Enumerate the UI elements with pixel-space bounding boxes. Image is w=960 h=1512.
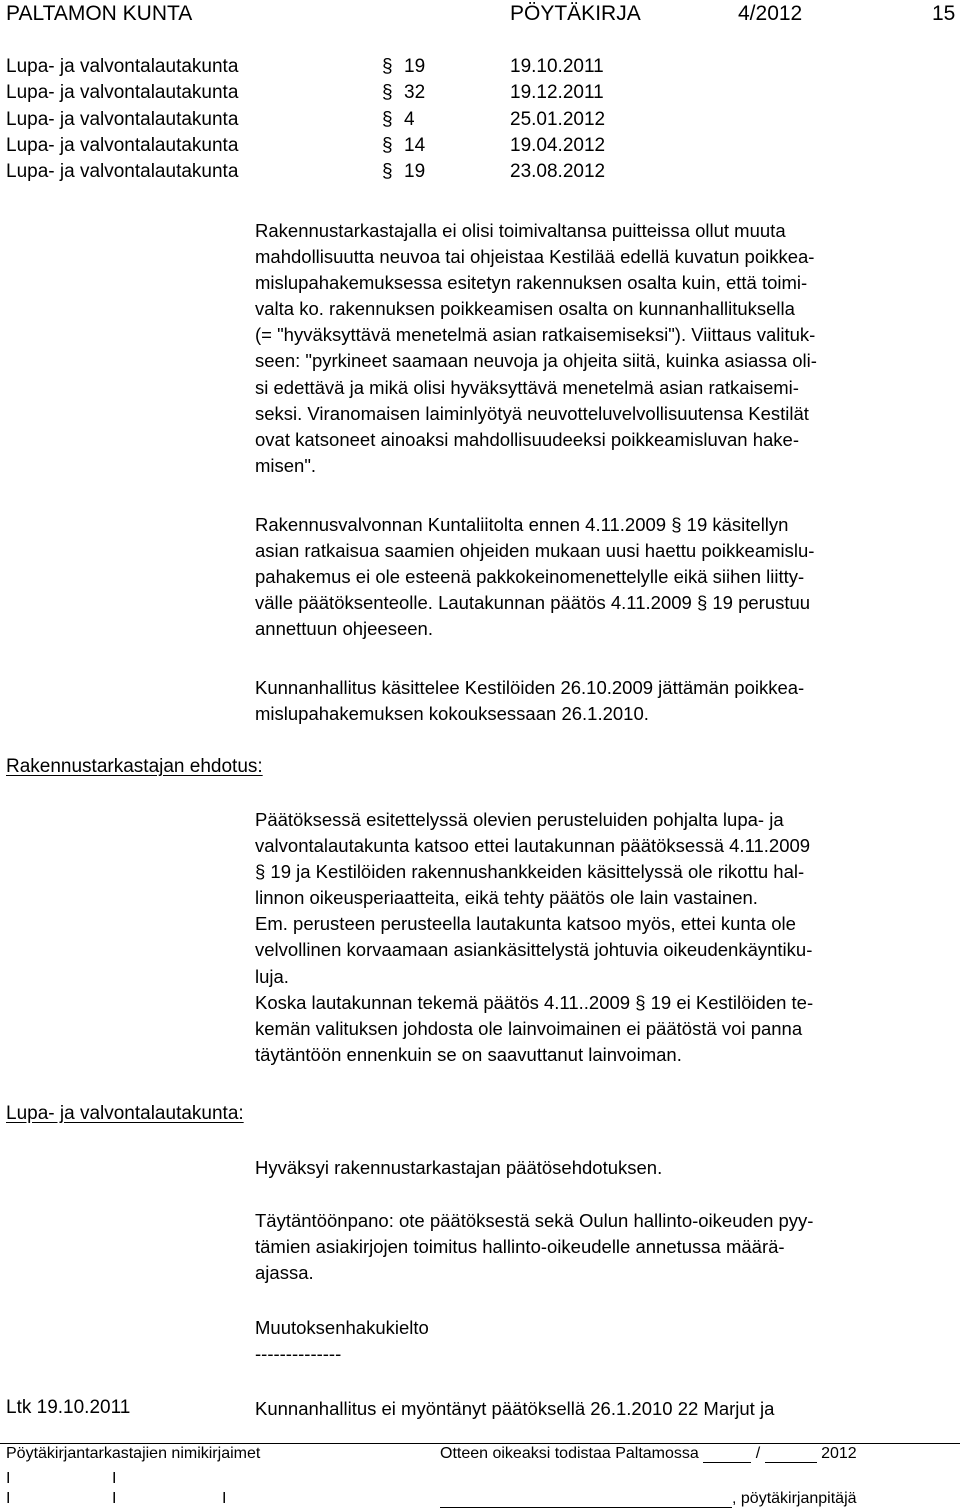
- document-type: PÖYTÄKIRJA: [510, 2, 641, 25]
- text-line: Päätöksessä esitettelyssä olevien perusteluiden pohjalta lupa- ja: [255, 809, 784, 830]
- secretary-signature: [440, 1490, 857, 1508]
- footer-certification: [440, 1445, 857, 1463]
- text-line: linnon oikeusperiaatteita, eikä tehty päätös ole lain vastainen.: [255, 887, 758, 909]
- paragraph-proposal: [255, 807, 955, 1068]
- text-line: kemän valituksen johdosta ole lainvoimainen ei päätöstä voi panna: [255, 1017, 803, 1039]
- text-line: mislupahakemuksen kokouksessaan 26.1.2010.: [255, 703, 649, 725]
- page-number: 15: [932, 2, 956, 25]
- reference-number: 32: [404, 82, 426, 103]
- paragraph-enforcement: [255, 1208, 955, 1286]
- paragraph-guidance: [255, 512, 955, 642]
- reference-body: Lupa- ja valvontalautakunta: [6, 161, 239, 182]
- text-line: Kunnanhallitus ei myöntänyt päätöksellä 26.1.2010 22 Marjut ja: [255, 1398, 775, 1419]
- reference-number: 19: [404, 161, 426, 182]
- text-line: --------------: [255, 1343, 342, 1365]
- paragraph-authority: [255, 218, 955, 479]
- reference-body: Lupa- ja valvontalautakunta: [6, 82, 239, 103]
- text-line: ajassa.: [255, 1262, 314, 1284]
- secretary-label: , pöytäkirjanpitäjä: [732, 1490, 857, 1507]
- initial-bar: I: [112, 1490, 117, 1507]
- certification-year: 2012: [821, 1445, 857, 1462]
- reference-number: 4: [404, 109, 415, 130]
- initial-bar: I: [6, 1490, 11, 1507]
- text-line: misen".: [255, 454, 317, 476]
- reference-date: 19.10.2011: [510, 56, 604, 77]
- document-number: 4/2012: [738, 2, 803, 25]
- text-line: pahakemus ei ole esteenä pakkokeinomenettelylle eikä siihen liitty-: [255, 566, 805, 588]
- text-line: (= "hyväksyttävä menetelmä asian ratkaisemiseksi"). Viittaus valituk-: [255, 324, 816, 346]
- text-line: ovat katsoneet ainoaksi mahdollisuudeeksi poikkeamisluvan hake-: [255, 428, 800, 450]
- section-symbol-icon: §: [382, 56, 393, 77]
- reference-body: Lupa- ja valvontalautakunta: [6, 135, 239, 156]
- label-decision: Lupa- ja valvontalautakunta:: [6, 1103, 244, 1124]
- month-blank: [765, 1446, 817, 1463]
- reference-body: Lupa- ja valvontalautakunta: [6, 56, 239, 77]
- text-line: Em. perusteen perusteella lautakunta katsoo myös, ettei kunta ole: [255, 913, 796, 935]
- footer-rule: [0, 1443, 960, 1444]
- reference-date: 19.12.2011: [510, 82, 604, 103]
- text-line: seksi. Viranomaisen laiminlyötyä neuvotteluvelvollisuutensa Kestilät: [255, 402, 809, 424]
- footer-signatures-label: Pöytäkirjantarkastajien nimikirjaimet: [6, 1445, 261, 1462]
- text-line: § 19 ja Kestilöiden rakennushankkeiden käsittelyssä ole rikottu hal-: [255, 861, 805, 883]
- text-line: täytäntöön ennenkuin se on saavuttanut lainvoiman.: [255, 1043, 682, 1065]
- section-symbol-icon: §: [382, 109, 393, 130]
- text-line: velvollinen korvaamaan asiankäsittelystä johtuvia oikeudenkäyntiku-: [255, 939, 813, 961]
- text-line: annettuun ohjeeseen.: [255, 618, 433, 640]
- text-line: mahdollisuutta neuvoa tai ohjeistaa Kestilää edellä kuvatun poikkea-: [255, 246, 815, 268]
- text-line: luja.: [255, 965, 289, 987]
- organization-name: PALTAMON KUNTA: [6, 2, 193, 25]
- text-line: valta ko. rakennuksen poikkeamisen osalta on kunnanhallituksella: [255, 298, 795, 320]
- paragraph-appeal-ban: [255, 1315, 955, 1367]
- signature-blank: [440, 1491, 732, 1508]
- date-separator: /: [755, 1445, 761, 1462]
- text-line: seen: "pyrkineet saamaan neuvoja ja ohjeita siitä, kuinka asiassa oli-: [255, 350, 817, 372]
- text-line: Muutoksenhakukielto: [255, 1317, 429, 1338]
- text-line: Rakennustarkastajalla ei olisi toimivaltansa puitteissa ollut muuta: [255, 220, 786, 241]
- text-line: Hyväksyi rakennustarkastajan päätösehdotuksen.: [255, 1157, 663, 1178]
- paragraph-ltk: [255, 1396, 955, 1422]
- text-line: valvontalautakunta katsoo ettei lautakunnan päätöksessä 4.11.2009: [255, 835, 811, 857]
- initial-bar: I: [222, 1490, 227, 1507]
- text-line: Kunnanhallitus käsittelee Kestilöiden 26.10.2009 jättämän poikkea-: [255, 677, 805, 698]
- reference-date: 23.08.2012: [510, 161, 606, 182]
- text-line: Täytäntöönpano: ote päätöksestä sekä Oulun hallinto-oikeuden pyy-: [255, 1210, 814, 1231]
- label-proposal: Rakennustarkastajan ehdotus:: [6, 756, 263, 777]
- initial-bar: I: [112, 1470, 117, 1487]
- text-line: Koska lautakunnan tekemä päätös 4.11..2009 § 19 ei Kestilöiden te-: [255, 991, 814, 1013]
- paragraph-municipal-board: [255, 675, 955, 727]
- paragraph-decision: [255, 1155, 955, 1181]
- section-symbol-icon: §: [382, 82, 393, 103]
- initial-bar: I: [6, 1470, 11, 1487]
- reference-number: 19: [404, 56, 426, 77]
- day-blank: [703, 1446, 751, 1463]
- section-symbol-icon: §: [382, 161, 393, 182]
- reference-body: Lupa- ja valvontalautakunta: [6, 109, 239, 130]
- text-line: välle päätöksenteolle. Lautakunnan päätös 4.11.2009 § 19 perustuu: [255, 592, 811, 614]
- label-ltk: Ltk 19.10.2011: [6, 1397, 131, 1418]
- text-line: asian ratkaisua saamien ohjeiden mukaan uusi haettu poikkeamislu-: [255, 540, 815, 562]
- reference-date: 25.01.2012: [510, 109, 606, 130]
- text-line: si edettävä ja mikä olisi hyväksyttävä menetelmä asian ratkaisemi-: [255, 376, 799, 398]
- text-line: Rakennusvalvonnan Kuntaliitolta ennen 4.11.2009 § 19 käsitellyn: [255, 514, 789, 535]
- text-line: mislupahakemuksessa esitetyn rakennuksen osalta kuin, että toimi-: [255, 272, 808, 294]
- reference-date: 19.04.2012: [510, 135, 606, 156]
- certification-text: Otteen oikeaksi todistaa Paltamossa: [440, 1445, 699, 1462]
- reference-number: 14: [404, 135, 426, 156]
- text-line: tämien asiakirjojen toimitus hallinto-oikeudelle annetussa määrä-: [255, 1236, 785, 1258]
- section-symbol-icon: §: [382, 135, 393, 156]
